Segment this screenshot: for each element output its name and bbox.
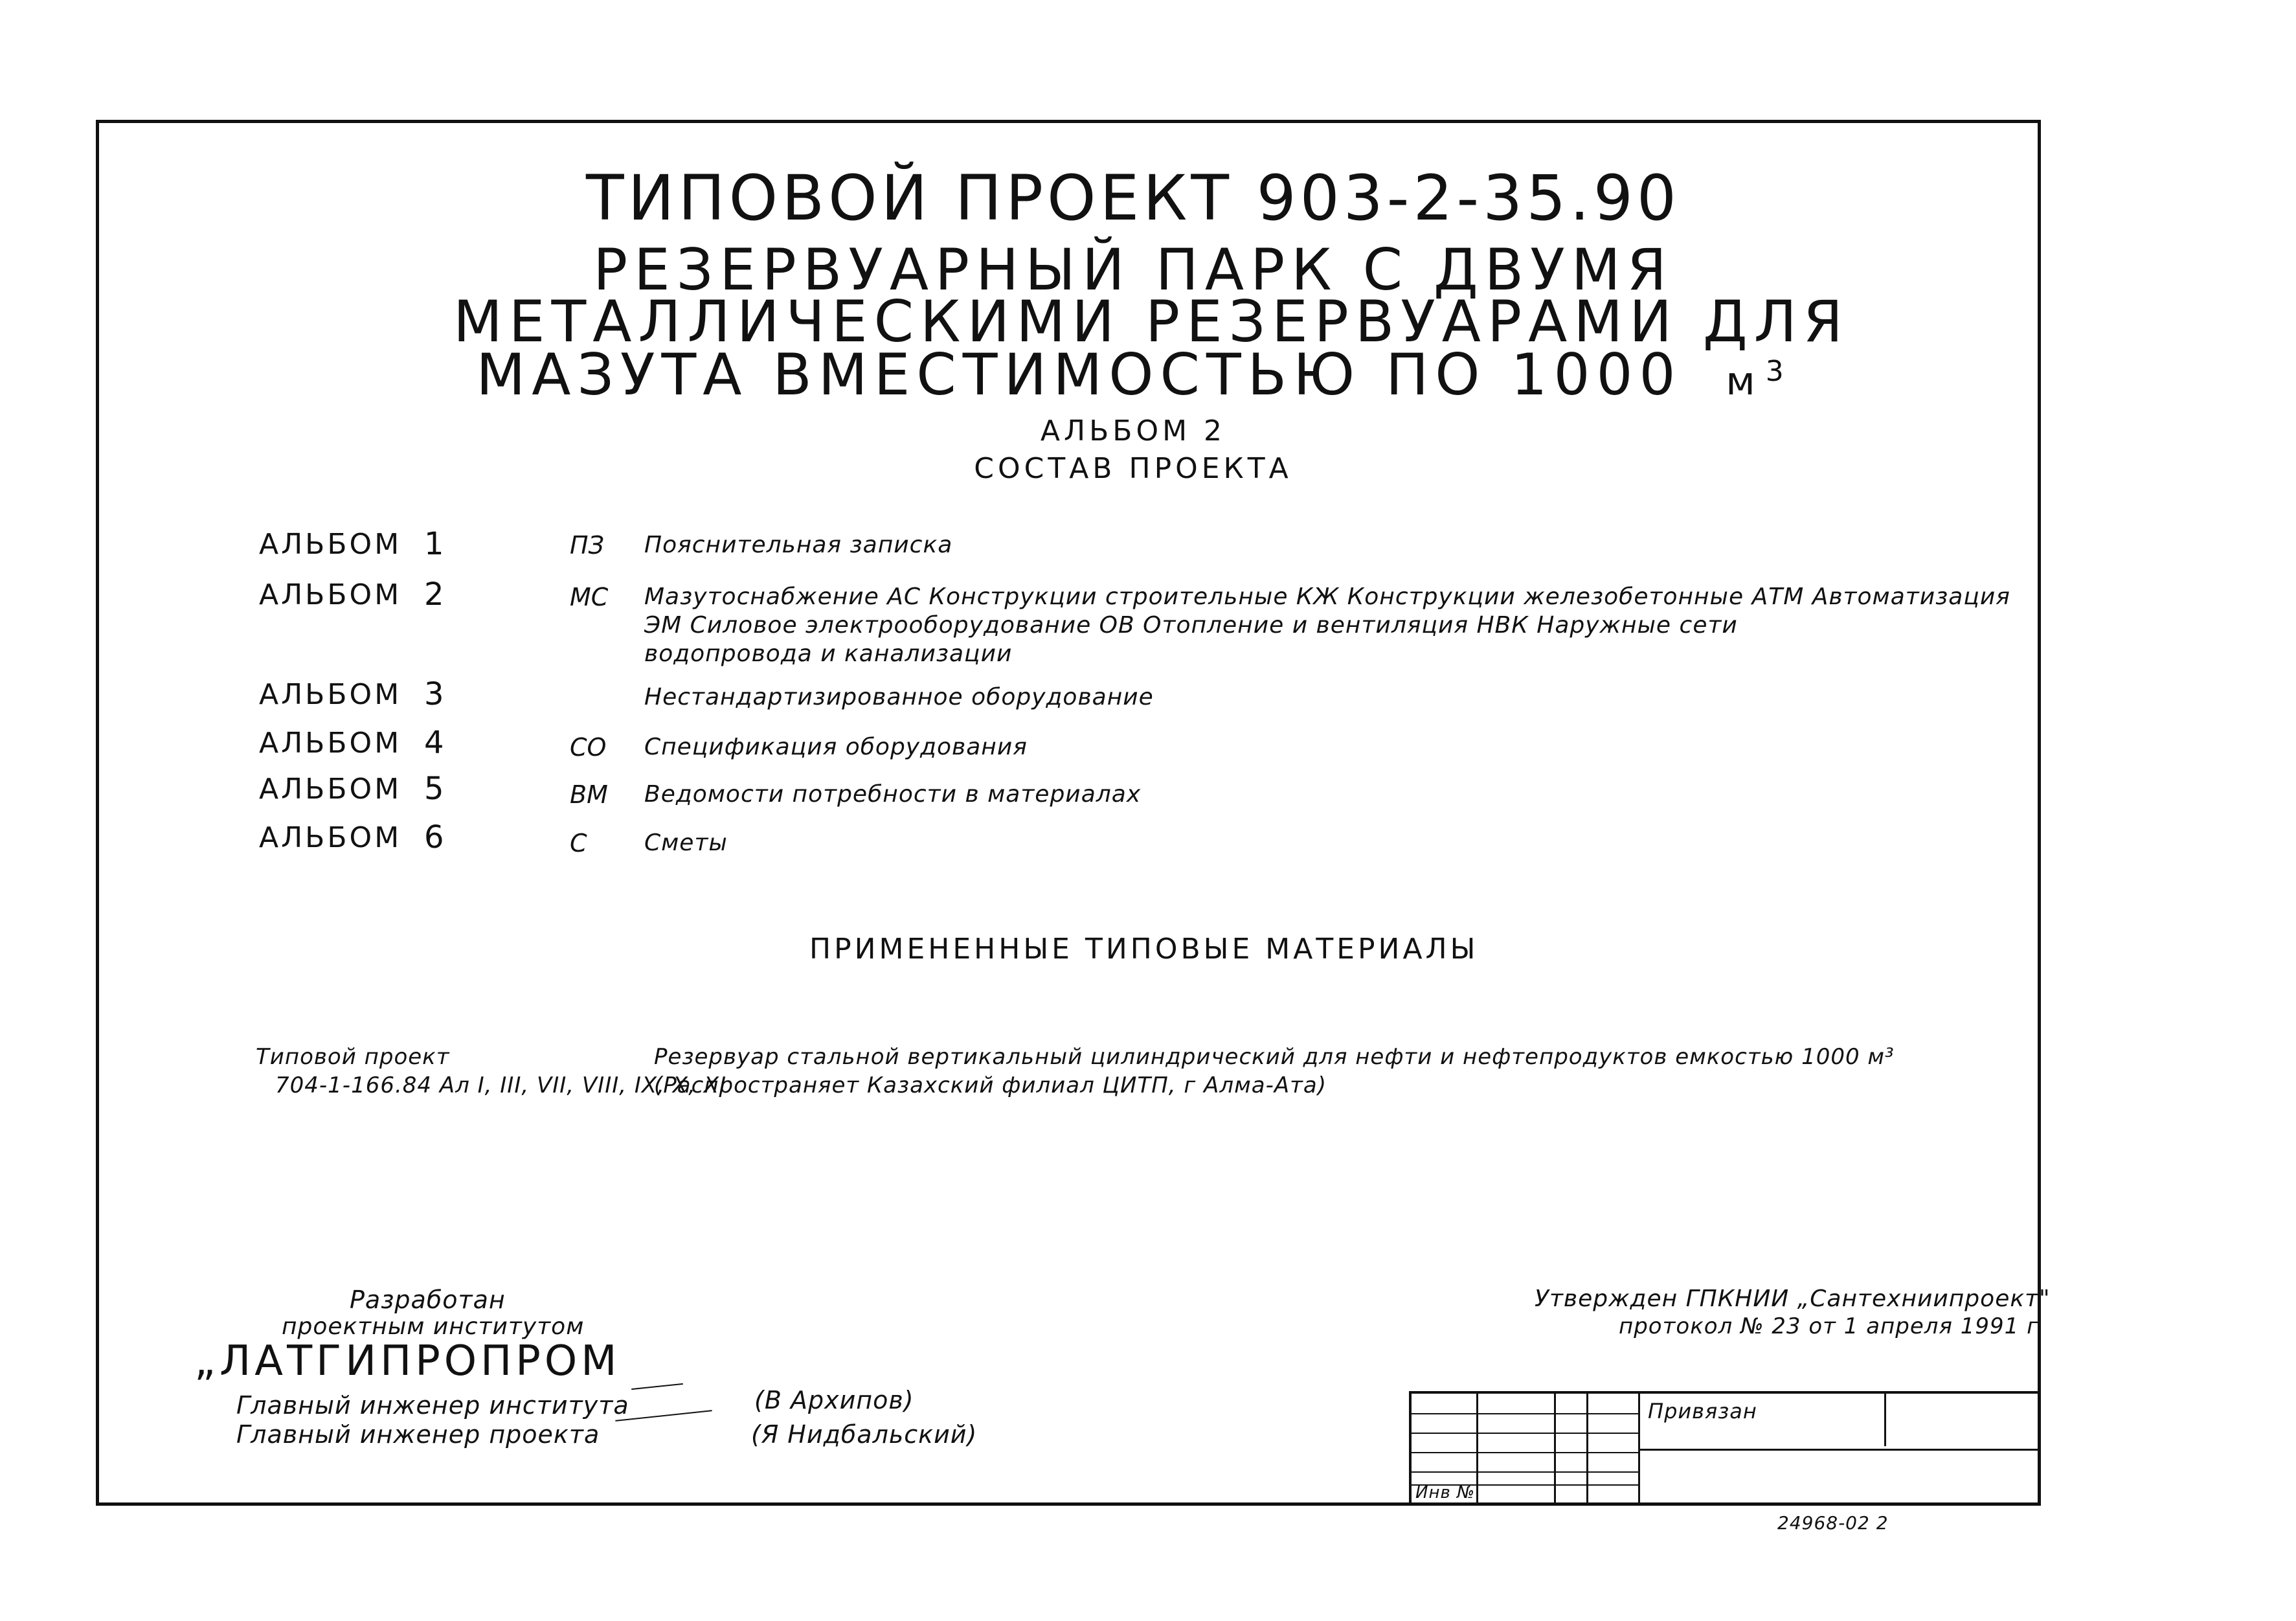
- signature-role-1: Главный инженер института: [236, 1391, 629, 1420]
- title-line-2: МЕТАЛЛИЧЕСКИМИ РЕЗЕРВУАРАМИ ДЛЯ: [453, 288, 1850, 355]
- stamp-divider: [1554, 1394, 1556, 1506]
- materials-title: ПРИМЕНЕННЫЕ ТИПОВЫЕ МАТЕРИАЛЫ: [809, 933, 1479, 966]
- composition-heading: СОСТАВ ПРОЕКТА: [974, 452, 1292, 485]
- album-heading: АЛЬБОМ 2: [1040, 414, 1226, 448]
- stamp-divider: [1476, 1394, 1478, 1506]
- signature-name-2: (Я Нидбальский): [751, 1420, 978, 1449]
- materials-desc-line1: Резервуар стальной вертикальный цилиндрический для нефти и нефтепродуктов емкостью 1000 м³: [654, 1044, 1895, 1070]
- album-label: АЛЬБОМ: [259, 528, 402, 561]
- album-desc: Ведомости потребности в материалах: [644, 781, 1142, 808]
- developer-line1: Разработан: [350, 1286, 506, 1314]
- stamp-divider: [1586, 1394, 1588, 1506]
- stamp-row-line: [1638, 1449, 2041, 1451]
- developer-line2: проектным институтом: [282, 1313, 585, 1340]
- album-desc: Пояснительная записка: [644, 532, 953, 558]
- materials-ref-line2: 704-1-166.84 Ал I, III, VII, VIII, IX, X, XI: [275, 1072, 727, 1098]
- project-title: ТИПОВОЙ ПРОЕКТ 903-2-35.90: [586, 162, 1680, 234]
- approval-line2: протокол № 23 от 1 апреля 1991 г: [1619, 1313, 2039, 1339]
- album-desc: Спецификация оборудования: [644, 734, 1028, 760]
- album-number: 1: [424, 526, 444, 562]
- materials-ref-line1: Типовой проект: [256, 1044, 450, 1070]
- album-desc: ЭМ Силовое электрооборудование ОВ Отопление и вентиляция НВК Наружные сети: [644, 612, 1738, 639]
- title-line-3: [453, 341, 1813, 408]
- album-number: 2: [424, 576, 444, 613]
- album-desc: Нестандартизированное оборудование: [644, 684, 1154, 710]
- album-desc: Мазутоснабжение АС Конструкции строительные КЖ Конструкции железобетонные АТМ Автоматизация: [644, 584, 2010, 610]
- album-label: АЛЬБОМ: [259, 578, 402, 611]
- margin-mark: [96, 266, 102, 295]
- album-code: ПЗ: [570, 531, 604, 560]
- album-number: 4: [424, 725, 444, 761]
- album-label: АЛЬБОМ: [259, 821, 402, 854]
- album-desc: Сметы: [644, 830, 728, 856]
- album-code: С: [570, 829, 587, 857]
- title-line-3-text: МАЗУТА ВМЕСТИМОСТЬЮ ПО 1000: [476, 341, 1682, 408]
- stamp-row-line: [1412, 1471, 1638, 1473]
- album-code: СО: [570, 733, 607, 762]
- title-unit: [1726, 355, 1790, 404]
- unit-letter: м: [1726, 359, 1762, 404]
- stamp-bound-label: Привязан: [1648, 1399, 1757, 1423]
- album-number: 5: [424, 771, 444, 807]
- album-number: 6: [424, 819, 444, 856]
- signature-name-1: (В Архипов): [754, 1386, 914, 1414]
- album-number: 3: [424, 676, 444, 712]
- stamp-inv-label: Инв №: [1415, 1483, 1476, 1502]
- approval-line1: Утвержден ГПКНИИ „Сантехниипроект": [1535, 1286, 2051, 1312]
- materials-desc-line2: (Распространяет Казахский филиал ЦИТП, г Алма-Ата): [654, 1072, 1327, 1098]
- signature-role-2: Главный инженер проекта: [236, 1420, 600, 1449]
- album-label: АЛЬБОМ: [259, 678, 402, 711]
- album-code: МС: [570, 583, 609, 611]
- institute-name: „ЛАТГИПРОПРОМ: [194, 1337, 621, 1385]
- album-label: АЛЬБОМ: [259, 773, 402, 806]
- stamp-table: [1409, 1391, 2041, 1506]
- stamp-divider: [1884, 1394, 1886, 1446]
- stamp-row-line: [1412, 1433, 1638, 1434]
- album-code: ВМ: [570, 780, 608, 809]
- title-line-1: РЕЗЕРВУАРНЫЙ ПАРК С ДВУМЯ: [593, 236, 1673, 303]
- unit-superscript: 3: [1765, 355, 1790, 388]
- sheet-code: 24968-02 2: [1777, 1512, 1889, 1534]
- album-desc: водопровода и канализации: [644, 640, 1013, 667]
- stamp-row-line: [1412, 1413, 1638, 1414]
- stamp-row-line: [1412, 1452, 1638, 1453]
- album-label: АЛЬБОМ: [259, 727, 402, 760]
